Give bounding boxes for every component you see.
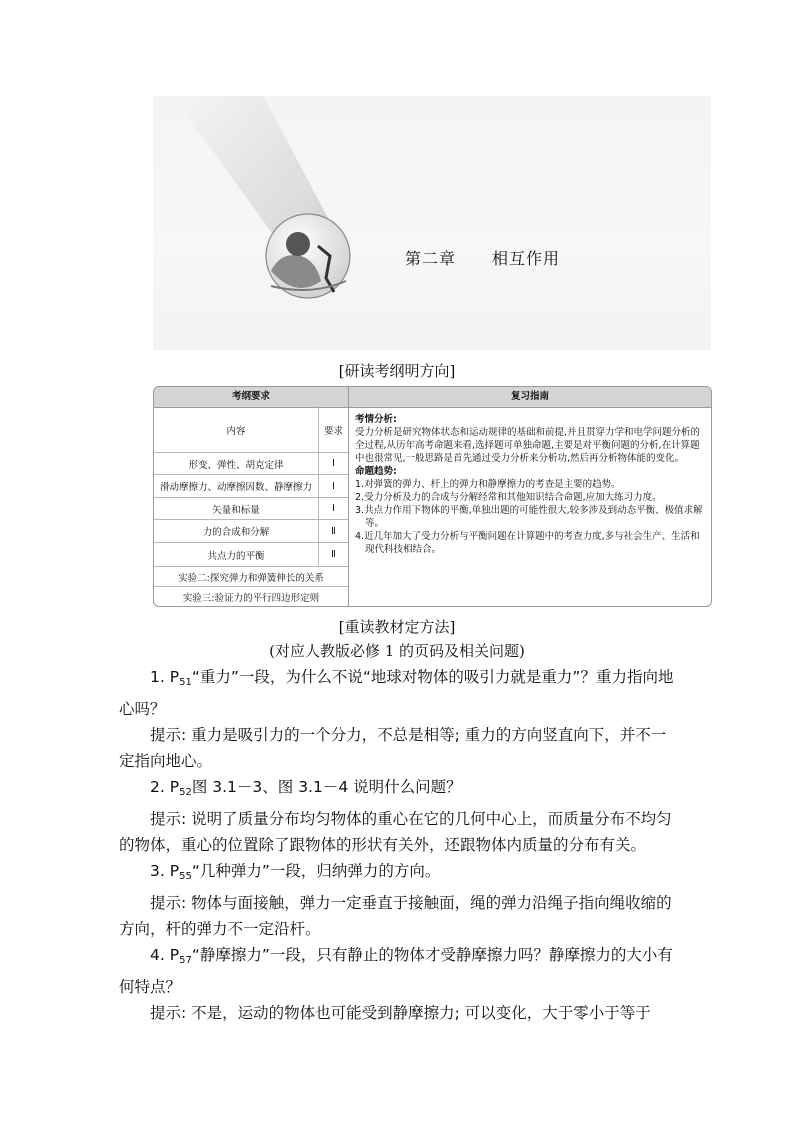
page-ref: P — [169, 668, 180, 686]
answer: 提示: 物体与面接触，弹力一定垂直于接触面，绳的弹力沿绳子指向绳收缩的方向，杆的弹力不一定沿杆。 — [119, 894, 672, 938]
chapter-heading — [405, 246, 560, 269]
table-experiment: 实验三:验证力的平行四边形定则 — [182, 592, 320, 604]
chapter-title: 相互作用 — [492, 249, 561, 268]
table-row-level: Ⅱ — [319, 543, 348, 567]
question-number: 3. — [150, 862, 165, 880]
question-text: “静摩擦力”一段，只有静止的物体才受静摩擦力吗？静摩擦力的大小有何特点？ — [119, 946, 673, 996]
table-header-guide: 复习指南 — [349, 387, 711, 408]
review-guide — [355, 413, 707, 556]
guide-trend-title: 命题趋势: — [355, 466, 397, 477]
syllabus-table — [153, 386, 712, 607]
answer: 提示: 不是，运动的物体也可能受到静摩擦力; 可以变化，大于零小于等于 — [150, 1004, 651, 1022]
table-row-content: 力的合成和分解 — [154, 520, 318, 543]
chapter-banner — [153, 96, 711, 350]
col-content-header: 内容 — [154, 407, 318, 453]
question-number: 1. — [150, 668, 165, 686]
guide-trend-item: 3.共点力作用下物体的平衡,单独出题的可能性很大,较多涉及到动态平衡、极值求解等。 — [355, 505, 703, 529]
table-experiment: 实验二:探究弹力和弹簧伸长的关系 — [154, 567, 348, 587]
section-title-textbook: [重读教材定方法] — [338, 618, 456, 636]
page-ref: P — [169, 862, 180, 880]
answer: 提示: 说明了质量分布均匀物体的重心在它的几何中心上，而质量分布不均匀的物体，重心的位置除了跟物体的形状有关外，还跟物体内质量的分布有关。 — [119, 810, 672, 854]
table-row-level: Ⅰ — [319, 475, 348, 498]
page-number: 52 — [179, 787, 192, 798]
question-number: 2. — [150, 778, 165, 796]
table-row-content: 共点力的平衡 — [154, 543, 318, 567]
page-number: 57 — [179, 955, 192, 966]
qa-list — [119, 664, 679, 1026]
question — [119, 774, 679, 806]
page-number: 51 — [179, 677, 192, 688]
table-row-level: Ⅱ — [319, 520, 348, 543]
table-row-content: 矢量和标量 — [154, 498, 318, 520]
table-divider — [348, 407, 349, 606]
answer: 提示: 重力是吸引力的一个分力，不总是相等; 重力的方向竖直向下，并不一定指向地心。 — [119, 726, 667, 770]
table-header-syllabus: 考纲要求 — [154, 387, 349, 408]
question-text: “几种弹力”一段，归纳弹力的方向。 — [191, 862, 441, 880]
question-number: 4. — [150, 946, 165, 964]
guide-trend-item: 4.近几年加大了受力分析与平衡问题在计算题中的考查力度,多与社会生产、生活和现代科技相结合。 — [355, 531, 700, 555]
guide-analysis-title: 考情分析: — [355, 414, 397, 425]
table-row-level: Ⅰ — [319, 498, 348, 520]
section-subtitle-textbook: (对应人教版必修 1 的页码及相关问题) — [269, 642, 525, 660]
section-title-syllabus: [研读考纲明方向] — [338, 362, 456, 380]
guide-trend-item: 2.受力分析及力的合成与分解经常和其他知识结合命题,应加大练习力度。 — [355, 492, 662, 503]
question-text: 图 3.1－3、图 3.1－4 说明什么问题？ — [191, 778, 462, 796]
page-number: 55 — [179, 871, 192, 882]
page-ref: P — [169, 946, 180, 964]
table-row-content: 形变、弹性、胡克定律 — [154, 453, 318, 475]
question — [119, 664, 679, 722]
question — [119, 942, 679, 1000]
table-row-content: 滑动摩擦力、动摩擦因数、静摩擦力 — [154, 475, 318, 498]
col-requirement-header: 要求 — [319, 407, 348, 453]
question — [119, 858, 679, 890]
page-ref: P — [169, 778, 180, 796]
sisyphus-emblem-icon — [153, 96, 413, 350]
question-text: “重力”一段，为什么不说“地球对物体的吸引力就是重力”？重力指向地心吗？ — [119, 668, 674, 718]
guide-trend-item: 1.对弹簧的弹力、杆上的弹力和静摩擦力的考查是主要的趋势。 — [355, 479, 621, 490]
guide-analysis-text: 受力分析是研究物体状态和运动规律的基础和前提,并且贯穿力学和电学问题分析的全过程,从历年高考命题来看,选择题可单独命题,主要是对平衡问题的分析,在计算题中也很常见,一般思路是首先通过受力分析来分析功,然后再分析物体能的变化。 — [355, 427, 701, 464]
chapter-number: 第二章 — [405, 249, 457, 268]
table-row-level: Ⅰ — [319, 453, 348, 475]
